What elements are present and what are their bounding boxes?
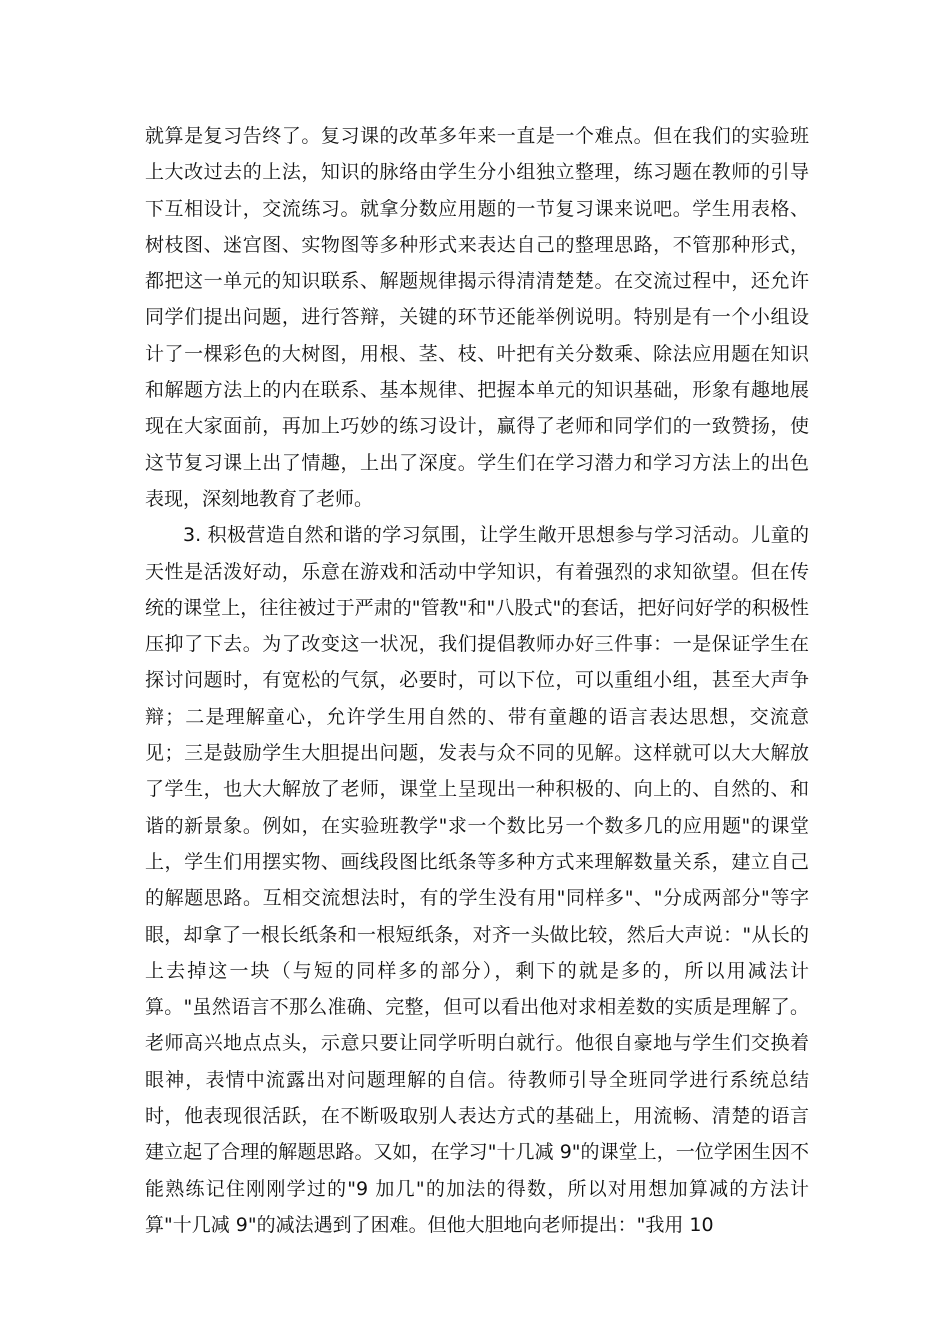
- paragraph-learning-atmosphere: 3. 积极营造自然和谐的学习氛围，让学生敞开思想参与学习活动。儿童的天性是活泼好动，乐意在游戏和活动中学知识，有着强烈的求知欲望。但在传统的课堂上，往往被过于严肃的"管教"和"八股式"的套话，把好问好学的积极性压抑了下去。为了改变这一状况，我们提倡教师办好三件事：一是保证学生在探讨问题时，有宽松的气氛，必要时，可以下位，可以重组小组，甚至大声争辩；二是理解童心，允许学生用自然的、带有童趣的语言表达思想，交流意见；三是鼓励学生大胆提出问题，发表与众不同的见解。这样就可以大大解放了学生，也大大解放了老师，课堂上呈现出一种积极的、向上的、自然的、和谐的新景象。例如，在实验班教学"求一个数比另一个数多几的应用题"的课堂上，学生们用摆实物、画线段图比纸条等多种方式来理解数量关系，建立自己的解题思路。互相交流想法时，有的学生没有用"同样多"、"分成两部分"等字眼，却拿了一根长纸条和一根短纸条，对齐一头做比较，然后大声说："从长的上去掉这一块（与短的同样多的部分），剩下的就是多的，所以用减法计算。"虽然语言不那么准确、完整，但可以看出他对求相差数的实质是理解了。老师高兴地点点头，示意只要让同学听明白就行。他很自豪地与学生们交换着眼神，表情中流露出对问题理解的自信。待教师引导全班同学进行系统总结时，他表现很活跃，在不断吸取别人表达方式的基础上，用流畅、清楚的语言建立起了合理的解题思路。又如，在学习"十几减 9"的课堂上，一位学困生因不能熟练记住刚刚学过的"9 加几"的加法的得数，所以对用想加算减的方法计算"十几减 9"的减法遇到了困难。但他大胆地向老师提出："我用 10: [145, 524, 809, 1236]
- paragraph-review-class: 就算是复习告终了。复习课的改革多年来一直是一个难点。但在我们的实验班上大改过去的上法，知识的脉络由学生分小组独立整理，练习题在教师的引导下互相设计，交流练习。就拿分数应用题的一节复习课来说吧。学生用表格、树枝图、迷宫图、实物图等多种形式来表达自己的整理思路，不管那种形式，都把这一单元的知识联系、解题规律揭示得清清楚楚。在交流过程中，还允许同学们提出问题，进行答辩，关键的环节还能举例说明。特别是有一个小组设计了一棵彩色的大树图，用根、茎、枝、叶把有关分数乘、除法应用题在知识和解题方法上的内在联系、基本规律、把握本单元的知识基础，形象有趣地展现在大家面前，再加上巧妙的练习设计，赢得了老师和同学们的一致赞扬，使这节复习课上出了情趣，上出了深度。学生们在学习潜力和学习方法上的出色表现，深刻地教育了老师。: [145, 125, 809, 510]
- body-text: [145, 118, 809, 1243]
